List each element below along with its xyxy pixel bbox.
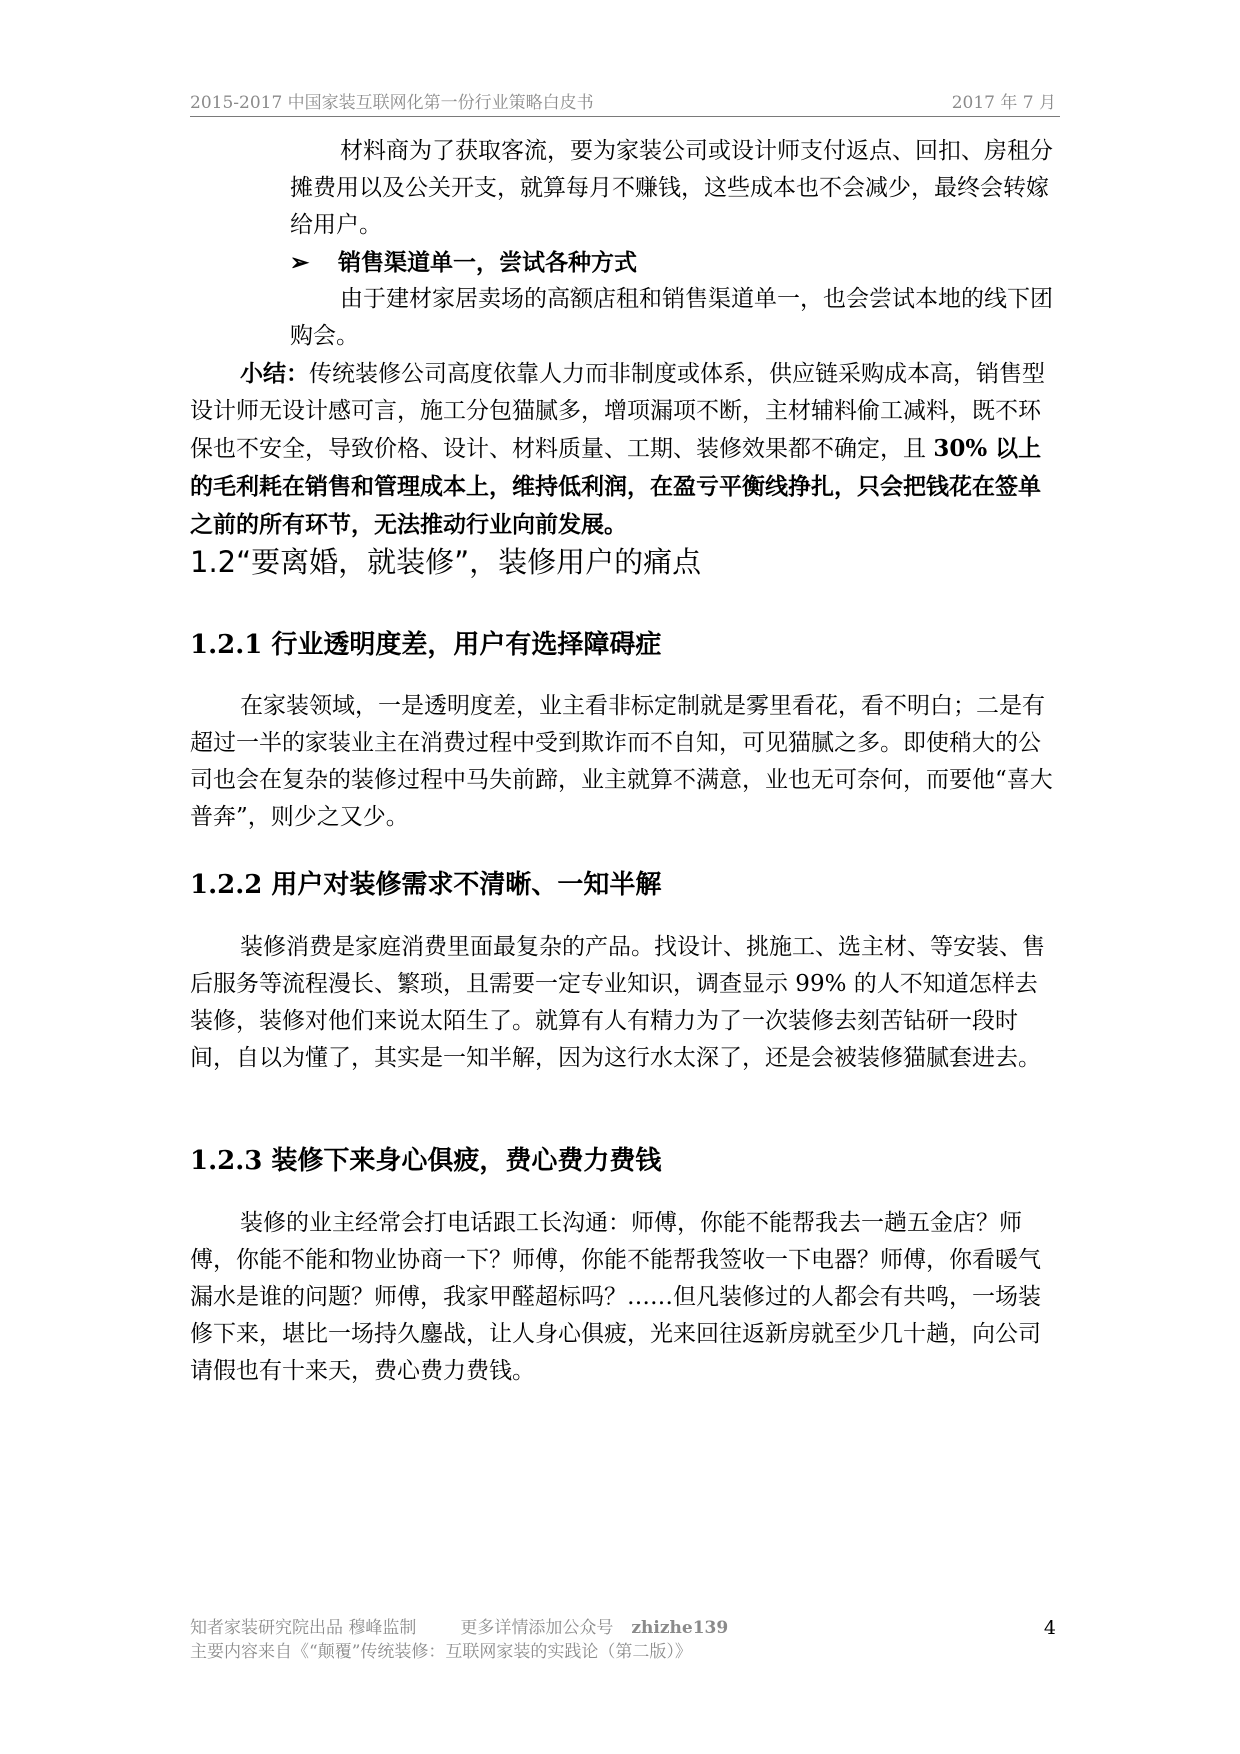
section-1-2-3-paragraph: 装修的业主经常会打电话跟工长沟通：师傅，你能不能帮我去一趟五金店？师傅，你能不能和物业协商一下？师傅，你能不能帮我签收一下电器？师傅，你看暖气漏水是谁的问题？师傅，我家甲醛超标吗？……但凡装修过的人都会有共鸣，一场装修下来，堪比一场持久鏖战，让人身心俱疲，光来回往返新房就至少几十趟，向公司请假也有十来天，费心费力费钱。 xyxy=(190,1210,1041,1384)
summary-text: 传统装修公司高度依靠人力而非制度或体系，供应链采购成本高，销售型设计师无设计感可言，施工分包猫腻多，增项漏项不断，主材辅料偷工减料，既不环保也不安全，导致价格、设计、材料质量、工期、装修效果都不确定，且 xyxy=(190,361,1045,462)
section-heading-1-2-1: 1.2.1 行业透明度差，用户有选择障碍症 xyxy=(190,630,662,660)
section-1-2-2-paragraph: 装修消费是家庭消费里面最复杂的产品。找设计、挑施工、选主材、等安装、售后服务等流程漫长、繁琐，且需要一定专业知识，调查显示 99% 的人不知道怎样去装修，装修对他们来说太陌生了。就算有人有精力为了一次装修去刻苦钻研一段时间，自以为懂了，其实是一知半解，因为这行水太深了，还是会被装修猫腻套进去。 xyxy=(190,934,1045,1071)
page-number: 4 xyxy=(1043,1617,1056,1639)
bullet-heading xyxy=(290,244,1056,281)
bullet-title: 销售渠道单一，尝试各种方式 xyxy=(338,249,637,276)
footer-producer: 知者家装研究院出品 穆峰监制 xyxy=(190,1618,417,1638)
intro-paragraph: 材料商为了获取客流，要为家装公司或设计师支付返点、回扣、房租分摊费用以及公关开支，就算每月不赚钱，这些成本也不会减少，最终会转嫁给用户。 xyxy=(290,138,1053,238)
footer-more-info: 更多详情添加公众号 xyxy=(460,1618,614,1638)
summary-label: 小结： xyxy=(240,360,309,387)
summary-paragraph xyxy=(190,355,1056,544)
footer-source: 主要内容来自《“颠覆”传统装修：互联网家装的实践论（第二版）》 xyxy=(190,1642,692,1662)
summary-bold-text: 30% 以上的毛利耗在销售和管理成本上，维持低利润，在盈亏平衡线挣扎，只会把钱花在签单之前的所有环节，无法推动行业向前发展。 xyxy=(190,435,1042,538)
footer-account: zhizhe139 xyxy=(631,1618,729,1638)
section-1-2-1-paragraph: 在家装领域，一是透明度差，业主看非标定制就是雾里看花，看不明白；二是有超过一半的家装业主在消费过程中受到欺诈而不自知，可见猫腻之多。即使稍大的公司也会在复杂的装修过程中马失前蹄，业主就算不满意，业也无可奈何，而要他“喜大普奔”，则少之又少。 xyxy=(190,693,1053,830)
page-footer xyxy=(190,1616,1060,1664)
header-date: 2017 年 7 月 xyxy=(951,93,1056,113)
page-header xyxy=(190,86,1060,117)
section-heading-1-2-3: 1.2.3 装修下来身心俱疲，费心费力费钱 xyxy=(190,1146,662,1176)
arrow-bullet-icon: ➢ xyxy=(290,249,310,276)
section-heading-1-2: 1.2“要离婚，就装修”，装修用户的痛点 xyxy=(190,545,702,579)
section-heading-1-2-2: 1.2.2 用户对装修需求不清晰、一知半解 xyxy=(190,870,662,900)
bullet-paragraph: 由于建材家居卖场的高额店租和销售渠道单一，也会尝试本地的线下团购会。 xyxy=(290,286,1053,349)
footer-line-1 xyxy=(190,1616,1060,1640)
header-document-title: 2015-2017 中国家装互联网化第一份行业策略白皮书 xyxy=(190,93,594,113)
